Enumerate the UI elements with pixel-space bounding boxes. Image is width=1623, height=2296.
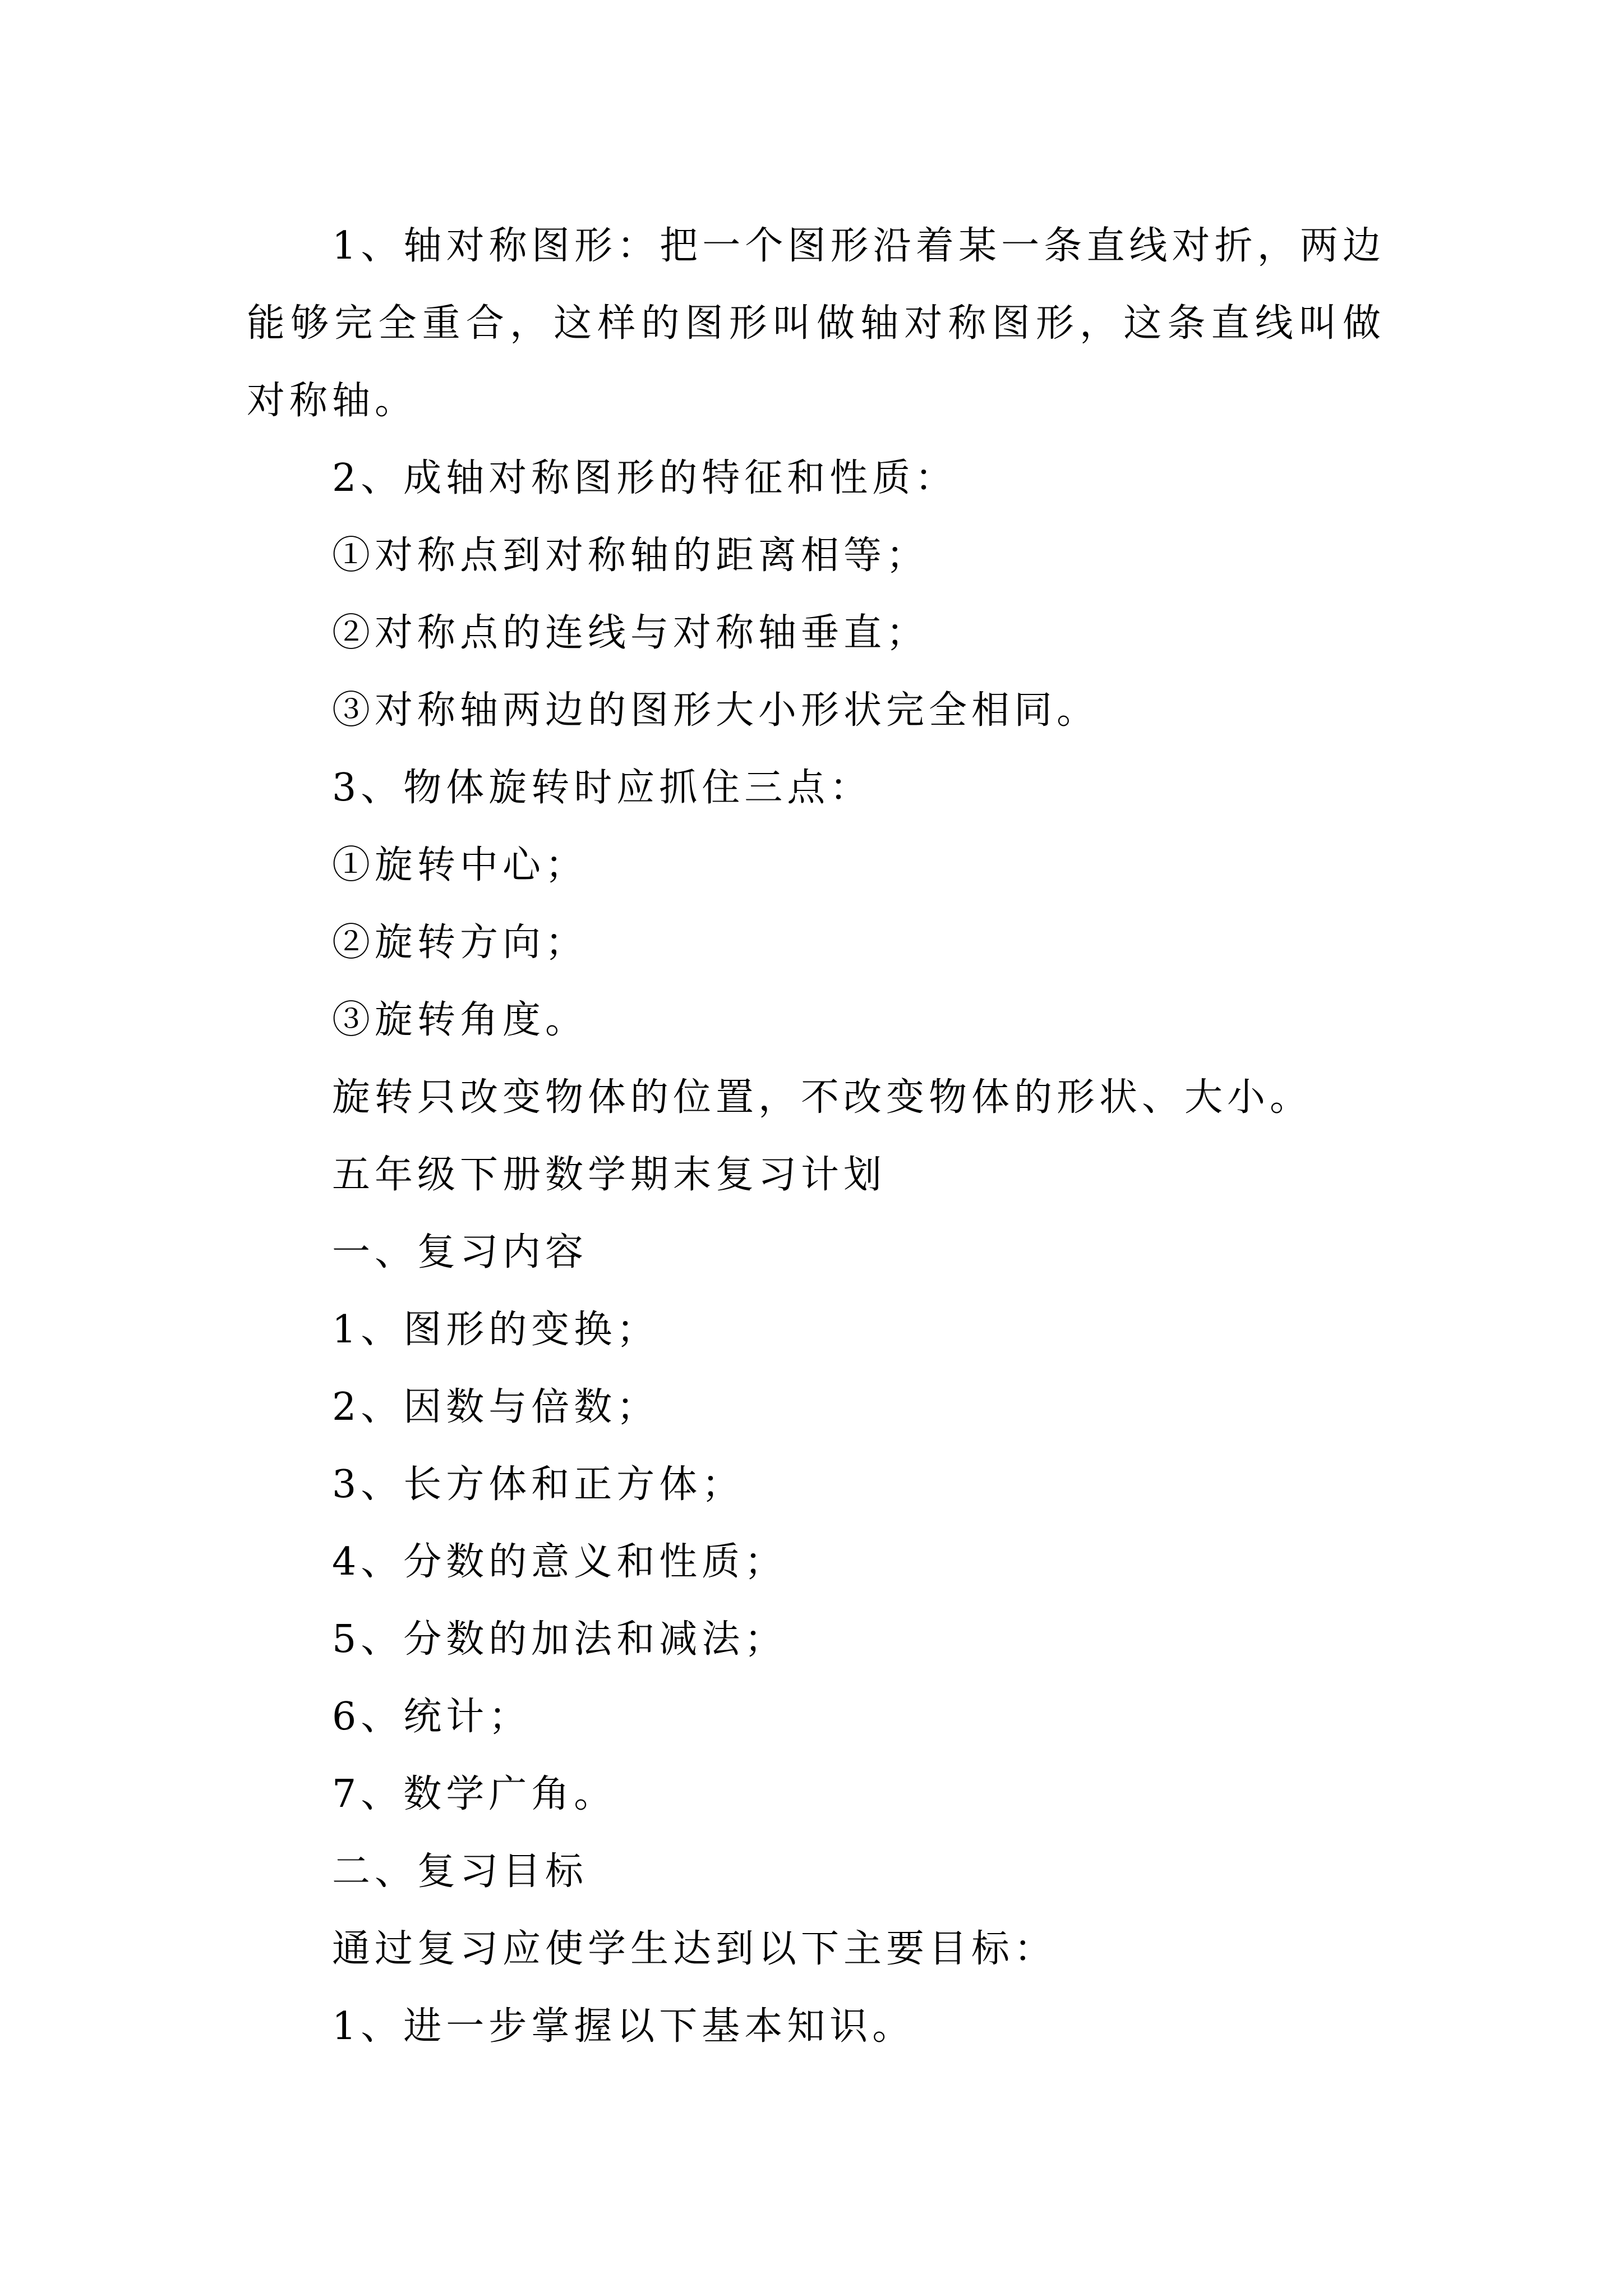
line-plan-title: 五年级下册数学期末复习计划: [332, 1153, 887, 1197]
list-item-content-2: 2、因数与倍数；: [332, 1385, 660, 1429]
paragraph-axis-symmetry-definition: 1、轴对称图形：把一个图形沿着某一条直线对折，两边能够完全重合，这样的图形叫做轴对称图形，这条直线叫做对称轴。: [247, 224, 1385, 423]
list-item-content-3: 3、长方体和正方体；: [332, 1462, 745, 1507]
line-rotation-direction: ②旋转方向；: [332, 921, 588, 965]
list-item-content-5: 5、分数的加法和减法；: [332, 1617, 787, 1662]
line-rotation-angle: ③旋转角度。: [332, 998, 588, 1042]
line-section-review-goals: 二、复习目标: [332, 1849, 588, 1894]
list-item-content-1: 1、图形的变换；: [332, 1308, 660, 1352]
line-property-1: ①对称点到对称轴的距离相等；: [332, 533, 929, 578]
list-item-goal-1: 1、进一步掌握以下基本知识。: [332, 2004, 915, 2049]
document-body: [247, 208, 1385, 2065]
line-rotation-heading: 3、物体旋转时应抓住三点：: [332, 766, 873, 810]
line-rotation-note: 旋转只改变物体的位置，不改变物体的形状、大小。: [332, 1075, 1313, 1120]
line-rotation-center: ①旋转中心；: [332, 843, 588, 887]
list-item-content-6: 6、统计；: [332, 1695, 532, 1739]
list-item-content-7: 7、数学广角。: [332, 1772, 617, 1816]
line-property-2: ②对称点的连线与对称轴垂直；: [332, 611, 929, 655]
line-symmetry-properties-heading: 2、成轴对称图形的特征和性质：: [332, 456, 958, 500]
line-goals-intro: 通过复习应使学生达到以下主要目标：: [332, 1927, 1057, 1971]
line-property-3: ③对称轴两边的图形大小形状完全相同。: [332, 688, 1100, 733]
list-item-content-4: 4、分数的意义和性质；: [332, 1540, 787, 1584]
line-section-review-content: 一、复习内容: [332, 1230, 588, 1274]
